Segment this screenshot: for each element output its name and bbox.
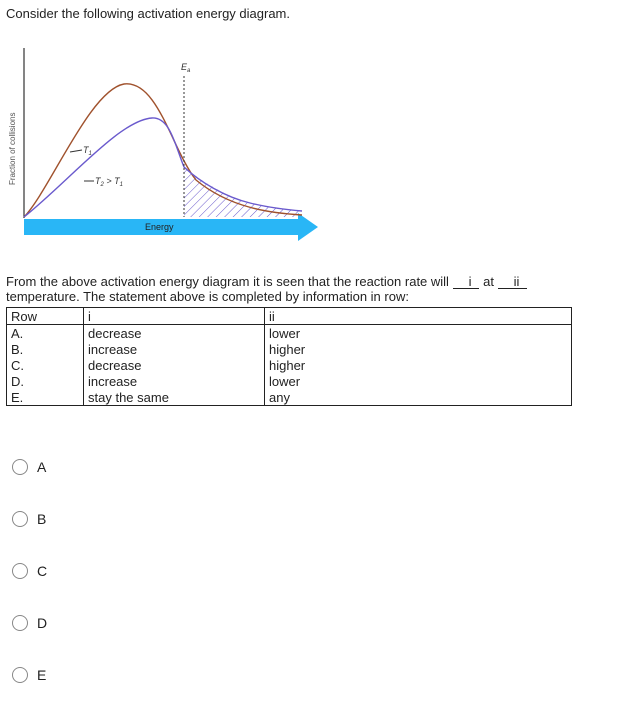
header-row: Row [7, 308, 84, 325]
x-axis-label: Energy [145, 222, 174, 232]
curve-t2 [24, 118, 302, 217]
question-stem [6, 274, 621, 304]
question-title: Consider the following activation energy diagram. [6, 6, 290, 21]
table-row [7, 325, 572, 342]
table-cell: lower [265, 325, 572, 342]
radio-button[interactable] [12, 511, 28, 527]
table-cell: lower [265, 373, 572, 389]
table-cell: stay the same [84, 389, 265, 406]
radio-button[interactable] [12, 459, 28, 475]
header-i: i [84, 308, 265, 325]
table-cell: E. [7, 389, 84, 406]
stem-part1: From the above activation energy diagram it is seen that the reaction rate will [6, 274, 449, 289]
table-cell: increase [84, 373, 265, 389]
table-cell: decrease [84, 325, 265, 342]
table-row [7, 341, 572, 357]
option-b[interactable] [12, 510, 47, 562]
radio-button[interactable] [12, 667, 28, 683]
blank-i: i [453, 276, 480, 289]
table-cell: A. [7, 325, 84, 342]
table-cell: C. [7, 357, 84, 373]
curve-t1-label: $T_1$ [83, 145, 92, 157]
table-cell: D. [7, 373, 84, 389]
option-c[interactable] [12, 562, 47, 614]
ea-label: $E_a$ [181, 62, 191, 74]
curve-t1 [24, 84, 302, 217]
answer-table [6, 307, 572, 406]
option-label: C [37, 563, 48, 579]
header-ii: ii [265, 308, 572, 325]
option-label: D [37, 615, 48, 631]
table-row [7, 389, 572, 406]
stem-part2: temperature. The statement above is completed by information in row: [6, 289, 409, 304]
y-axis-label: Fraction of collisions [8, 112, 17, 185]
table-cell: higher [265, 357, 572, 373]
table-cell: B. [7, 341, 84, 357]
activation-energy-diagram [0, 40, 330, 245]
table-row [7, 357, 572, 373]
table-row [7, 373, 572, 389]
table-cell: increase [84, 341, 265, 357]
table-cell: any [265, 389, 572, 406]
table-cell: higher [265, 341, 572, 357]
table-cell: decrease [84, 357, 265, 373]
answer-options [12, 458, 47, 718]
option-label: A [37, 459, 47, 475]
radio-button[interactable] [12, 615, 28, 631]
radio-button[interactable] [12, 563, 28, 579]
stem-at: at [483, 274, 494, 289]
option-a[interactable] [12, 458, 47, 510]
option-e[interactable] [12, 666, 47, 718]
curve-t2-label: $T_2 > T_1$ [95, 176, 123, 188]
option-label: E [37, 667, 47, 683]
table-header-row [7, 308, 572, 325]
blank-ii: ii [498, 276, 528, 289]
option-d[interactable] [12, 614, 47, 666]
option-label: B [37, 511, 47, 527]
